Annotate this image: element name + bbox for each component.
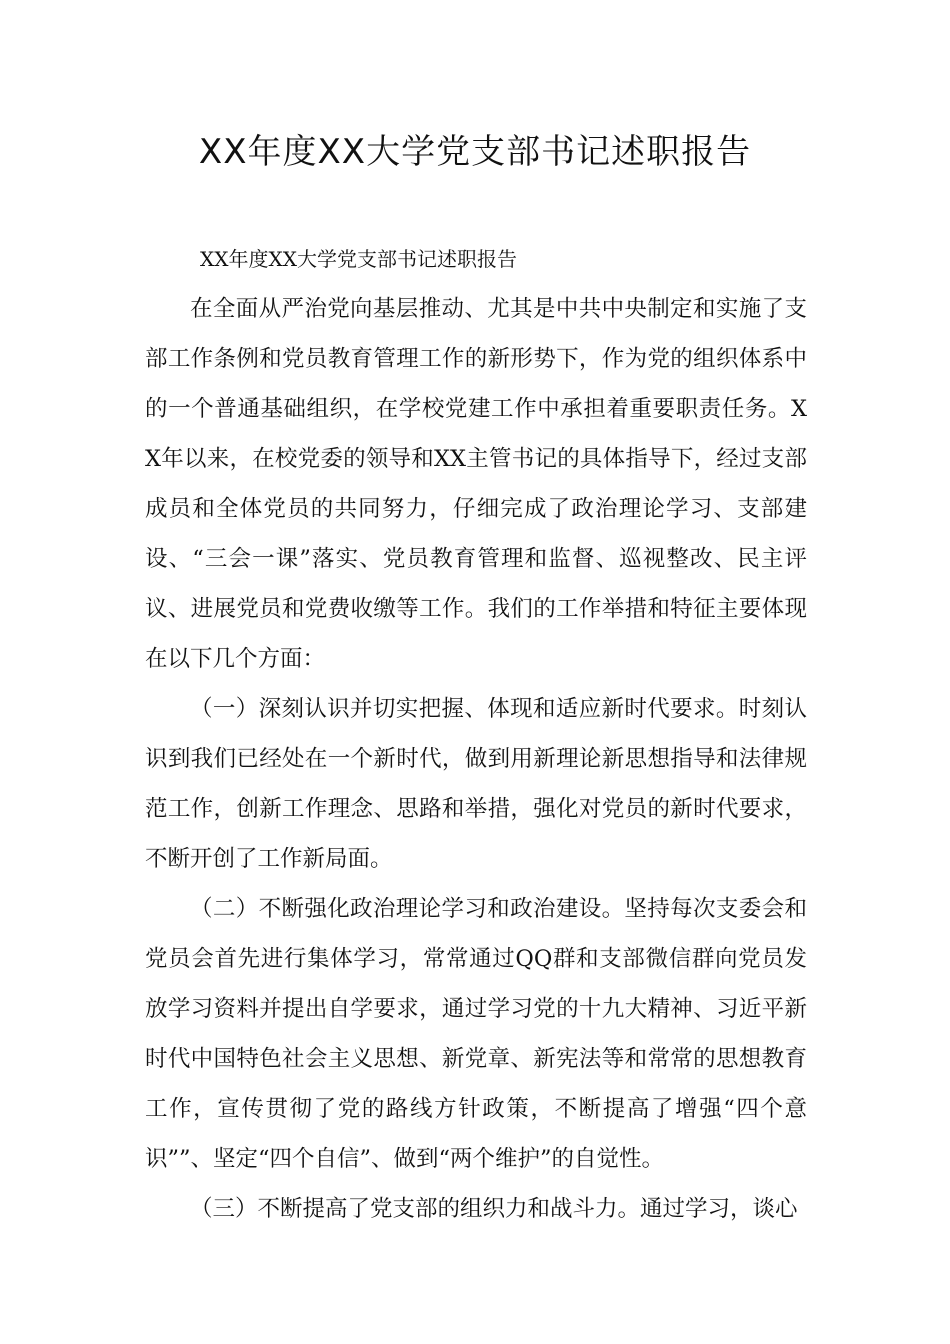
document-subtitle: XX年度XX大学党支部书记述职报告 (200, 247, 517, 271)
paragraph-section-3: （三）不断提高了党支部的组织力和战斗力。通过学习，谈心 (190, 1196, 798, 1222)
paragraph-intro: 在全面从严治党向基层推动、尤其是中共中央制定和实施了支部工作条例和党员教育管理工作的新形势下，作为党的组织体系中的一个普通基础组织，在学校党建工作中承担着重要职责任务。XX年以来，在校党委的领导和XX主管书记的具体指导下，经过支部成员和全体党员的共同努力，仔细完成了政治理论学习、支部建设、“三会一课”落实、党员教育管理和监督、巡视整改、民主评议、进展党员和党费收缴等工作。我们的工作举措和特征主要体现在以下几个方面： (145, 296, 807, 672)
document-body (145, 234, 807, 1234)
document-title: XX年度XX大学党支部书记述职报告 (198, 132, 752, 172)
paragraph-section-1: （一）深刻认识并切实把握、体现和适应新时代要求。时刻认识到我们已经处在一个新时代，做到用新理论新思想指导和法律规范工作，创新工作理念、思路和举措，强化对党员的新时代要求，不断开创了工作新局面。 (145, 696, 807, 872)
paragraph-section-2: （二）不断强化政治理论学习和政治建设。坚持每次支委会和党员会首先进行集体学习，常常通过QQ群和支部微信群向党员发放学习资料并提出自学要求，通过学习党的十九大精神、习近平新时代中国特色社会主义思想、新党章、新宪法等和常常的思想教育工作，宣传贯彻了党的路线方针政策，不断提高了增强“四个意识””、坚定“四个自信”、做到“两个维护”的自觉性。 (145, 896, 807, 1172)
